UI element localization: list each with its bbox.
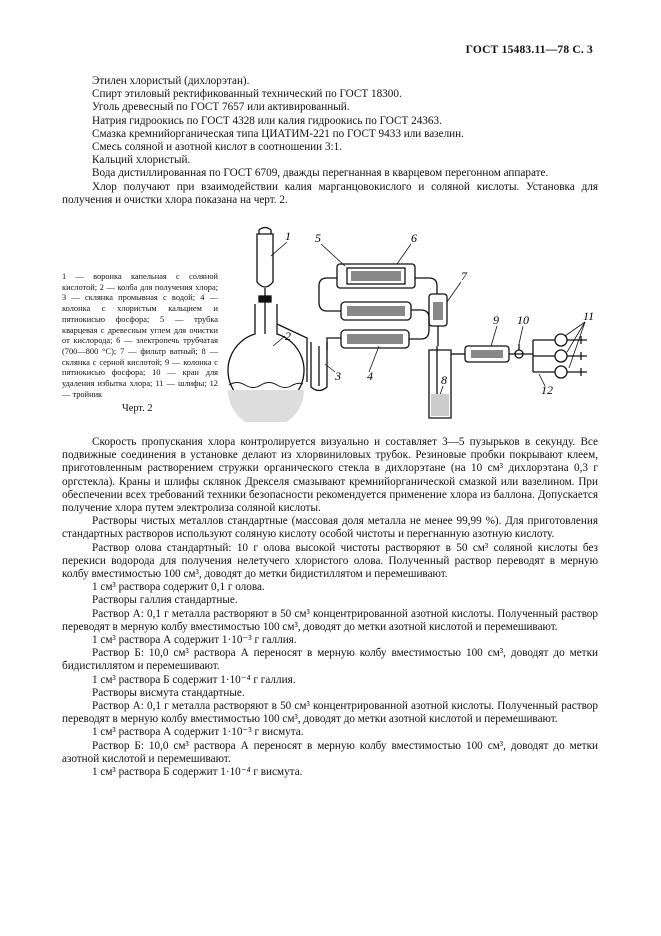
- reagent-item: Кальций хлористый.: [92, 154, 191, 167]
- figure-caption: 1 — воронка капельная с соляной кислотой; 2 — колба для получения хлора; 3 — склянка промывная с водой; 4 — колонка с хлористым кальцием и пятиокисью фосфора; 5 — трубка кварцевая с древесным углем для очистки от кислорода; 6 — электропечь трубчатая (700—800 °С); 7 — фильтр ватный; 8 — склянка с серной кислотой; 9 — колонка с пятиокисью фосфора; 10 — кран для удаления избытка хлора; 11 — шлифы; 12 — тройник: [62, 272, 218, 399]
- reagent-item: Спирт этиловый ректификованный технический по ГОСТ 18300.: [92, 88, 402, 101]
- paragraph: Раствор А: 0,1 г металла растворяют в 50 см³ концентрированной азотной кислоты. Полученный раствор переводят в мерную колбу вместимостью 100 см³, доводят до метки азотной кислотой и перемешивают.: [62, 700, 598, 726]
- paragraph: 1 см³ раствора Б содержит 1·10⁻⁴ г галлия.: [92, 673, 296, 686]
- paragraph: Растворы висмута стандартные.: [92, 686, 245, 699]
- chlorine-intro: Хлор получают при взаимодействии калия марганцовокислого и соляной кислоты. Установка для получения и очистки хлора показана на черт. 2.: [62, 180, 598, 206]
- reagent-item: Натрия гидроокись по ГОСТ 4328 или калия гидроокись по ГОСТ 24363.: [92, 114, 442, 127]
- paragraph: Скорость пропускания хлора контролируется визуально и составляет 3—5 пузырьков в секунду. Все подвижные соединения в установке делают из хлорвиниловых трубок. Резиновые пробки покрывают клеем, приготовленным растворением стружки органического стекла в дихлорэтане (на 10 см³ дихлорэтана 0,3 г оргстекла). Краны и шлифы склянок Дрекселя смазывают кремнийорганической смазкой или вазелином. При обеспечении всех требований техники безопасности рекомендуется применение хлора из баллона. Допускается получение хлора путем электролиза соляной кислоты.: [62, 436, 598, 515]
- fig-num: 8: [441, 373, 447, 387]
- fig-num: 11: [583, 309, 595, 323]
- paragraph: Раствор олова стандартный: 10 г олова высокой чистоты растворяют в 50 см³ соляной кислоты без перекиси водорода для получения нелетучего хлористого олова. Полученный раствор переводят в мерную колбу вместимостью 100 см³, доводят до метки бидистиллятом и перемешивают.: [62, 541, 598, 581]
- paragraph: 1 см³ раствора А содержит 1·10⁻³ г висмута.: [92, 726, 304, 739]
- paragraph: 1 см³ раствора А содержит 1·10⁻³ г галлия.: [92, 634, 297, 647]
- reagent-item: Смазка кремнийорганическая типа ЦИАТИМ-221 по ГОСТ 9433 или вазелин.: [92, 127, 464, 140]
- paragraph: Раствор Б: 10,0 см³ раствора А переносят в мерную колбу вместимостью 100 см³, доводят до метки бидистиллятом и перемешивают.: [62, 647, 598, 673]
- fig-num: 9: [493, 313, 499, 327]
- fig-num: 2: [285, 329, 291, 343]
- reagent-item: Смесь соляной и азотной кислот в соотношении 3:1.: [92, 141, 343, 154]
- reagent-item: Этилен хлористый (дихлорэтан).: [92, 75, 250, 87]
- main-text: [62, 436, 598, 779]
- paragraph: Раствор Б: 10,0 см³ раствора А переносят в мерную колбу вместимостью 100 см³, доводят до метки азотной кислотой и перемешивают.: [62, 739, 598, 765]
- figure-label: Черт. 2: [122, 403, 153, 414]
- paragraph: Растворы галлия стандартные.: [92, 594, 238, 607]
- fig-num: 7: [461, 269, 467, 283]
- reagent-item: Уголь древесный по ГОСТ 7657 или активированный.: [92, 101, 350, 114]
- fig-num: 12: [541, 383, 553, 397]
- paragraph: Растворы чистых металлов стандартные (массовая доля металла не менее 99,99 %). Для приготовления стандартных растворов используют соляную кислоту особой чистоты и перегнанную азотную кислоту.: [62, 515, 598, 541]
- reagent-list: [62, 75, 598, 207]
- fig-num: 1: [285, 229, 291, 243]
- paragraph: Раствор А: 0,1 г металла растворяют в 50 см³ концентрированной азотной кислоты. Полученный раствор переводят в мерную колбу вместимостью 100 см³, доводят до метки азотной кислотой и перемешивают.: [62, 607, 598, 633]
- apparatus-diagram: [215, 222, 605, 422]
- paragraph: 1 см³ раствора содержит 0,1 г олова.: [92, 581, 265, 594]
- fig-num: 10: [517, 313, 529, 327]
- paragraph: 1 см³ раствора Б содержит 1·10⁻⁴ г висмута.: [92, 766, 303, 779]
- fig-num: 4: [367, 369, 373, 383]
- fig-num: 5: [315, 231, 321, 245]
- reagent-item: Вода дистиллированная по ГОСТ 6709, дважды перегнанная в кварцевом перегонном аппарате.: [92, 167, 549, 180]
- fig-num: 3: [335, 369, 341, 383]
- fig-num: 6: [411, 231, 417, 245]
- page-header: ГОСТ 15483.11—78 С. 3: [465, 44, 593, 56]
